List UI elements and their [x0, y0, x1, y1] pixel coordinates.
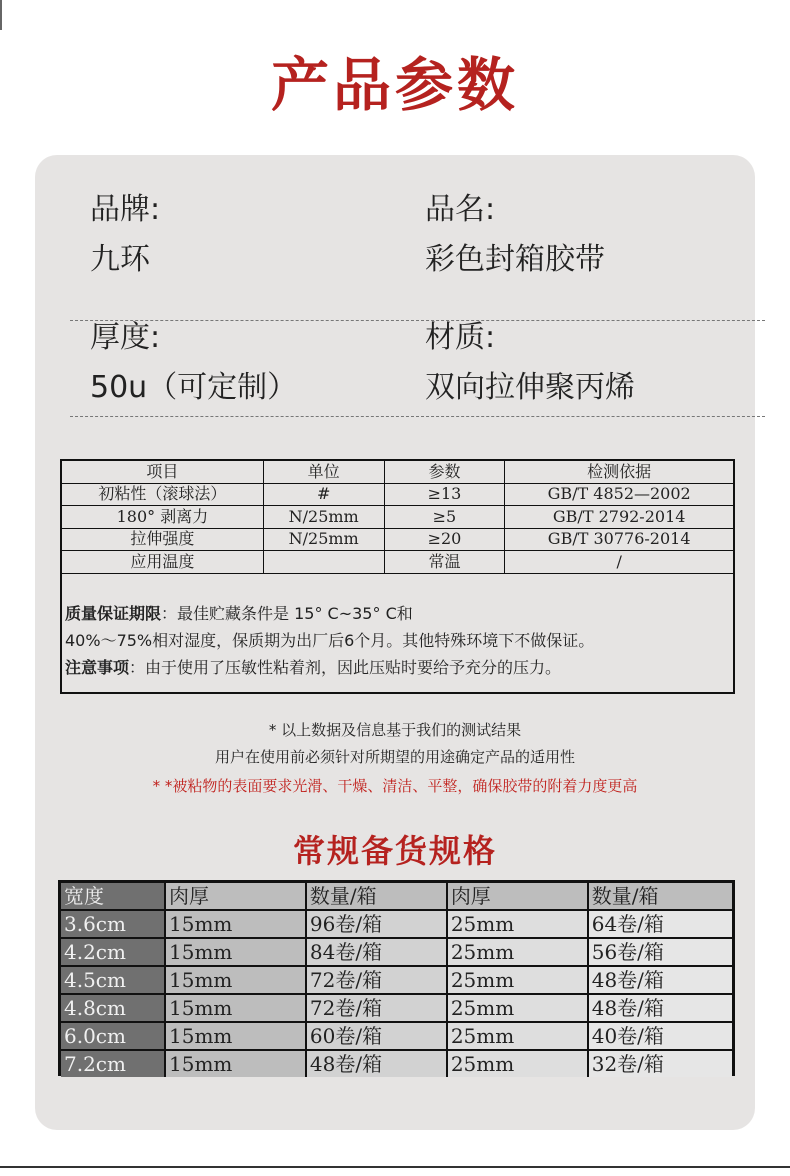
stock-row	[61, 1022, 732, 1050]
spec-row	[62, 483, 733, 506]
stock-cell: 48卷/箱	[306, 1050, 447, 1077]
stock-cell: 56卷/箱	[588, 938, 732, 966]
notice-line-1: * 以上数据及信息基于我们的测试结果	[268, 721, 522, 739]
stock-cell: 15mm	[165, 1050, 306, 1077]
param-thickness	[90, 318, 297, 408]
spec-cell: 180° 剥离力	[62, 506, 263, 529]
quality-text-1: ：最佳贮藏条件是 15° C~35° C和	[161, 604, 413, 623]
spec-cell: GB/T 4852—2002	[505, 483, 733, 506]
spec-cell: #	[263, 483, 384, 506]
stock-cell: 15mm	[165, 966, 306, 994]
stock-width-cell: 6.0cm	[61, 1022, 165, 1050]
spec-cell: ≥13	[384, 483, 505, 506]
stock-cell: 72卷/箱	[306, 966, 447, 994]
stock-header-cell: 肉厚	[447, 883, 588, 910]
spec-cell: 拉伸强度	[62, 528, 263, 551]
param-product-name	[425, 190, 605, 280]
thickness-label: 厚度:	[90, 320, 161, 355]
caution-label: 注意事项	[65, 658, 130, 677]
stock-cell: 72卷/箱	[306, 994, 447, 1022]
spec-grid	[62, 461, 733, 574]
stock-cell: 40卷/箱	[588, 1022, 732, 1050]
stock-width-cell: 4.5cm	[61, 966, 165, 994]
spec-cell: GB/T 30776-2014	[505, 528, 733, 551]
notice-line-2: 用户在使用前必须针对所期望的用途确定产品的适用性	[214, 748, 575, 766]
corner-mark	[0, 0, 2, 30]
material-value: 双向拉伸聚丙烯	[425, 370, 635, 405]
stock-cell: 32卷/箱	[588, 1050, 732, 1077]
spec-cell: ≥20	[384, 528, 505, 551]
stock-table	[58, 880, 735, 1076]
spec-cell	[263, 551, 384, 574]
caution-line	[65, 654, 729, 681]
spec-header-cell: 检测依据	[505, 461, 733, 483]
brand-value: 九环	[90, 242, 150, 277]
stock-cell: 96卷/箱	[306, 910, 447, 938]
stock-cell: 15mm	[165, 1022, 306, 1050]
stock-cell: 64卷/箱	[588, 910, 732, 938]
stock-cell: 48卷/箱	[588, 966, 732, 994]
stock-header-cell: 肉厚	[165, 883, 306, 910]
spec-cell: ≥5	[384, 506, 505, 529]
spec-header-cell: 单位	[263, 461, 384, 483]
stock-header-cell: 数量/箱	[306, 883, 447, 910]
stock-cell: 15mm	[165, 994, 306, 1022]
spec-cell: N/25mm	[263, 506, 384, 529]
stock-row	[61, 1050, 732, 1077]
spec-row	[62, 506, 733, 529]
spec-cell: GB/T 2792-2014	[505, 506, 733, 529]
param-material	[425, 318, 635, 408]
stock-header-cell: 数量/箱	[588, 883, 732, 910]
stock-row	[61, 966, 732, 994]
quality-line-1	[65, 600, 729, 627]
param-row-brand-name	[70, 190, 765, 321]
spec-cell: 应用温度	[62, 551, 263, 574]
stock-cell: 25mm	[447, 994, 588, 1022]
thickness-value: 50u（可定制）	[90, 370, 298, 405]
spec-cell: 常温	[384, 551, 505, 574]
spec-row	[62, 551, 733, 574]
spec-row	[62, 528, 733, 551]
spec-cell: N/25mm	[263, 528, 384, 551]
stock-width-cell: 4.8cm	[61, 994, 165, 1022]
stock-cell: 25mm	[447, 910, 588, 938]
stock-row	[61, 910, 732, 938]
spec-cell: /	[505, 551, 733, 574]
stock-width-cell: 7.2cm	[61, 1050, 165, 1077]
stock-cell: 25mm	[447, 938, 588, 966]
stock-row	[61, 994, 732, 1022]
stock-header-row	[61, 883, 732, 910]
surface-notice: * *被粘物的表面要求光滑、干燥、清洁、平整，确保胶带的附着力度更高	[152, 777, 638, 795]
spec-card	[35, 155, 755, 1130]
stock-width-cell: 4.2cm	[61, 938, 165, 966]
quality-text-2: 40%～75%相对湿度，保质期为出厂后6个月。其他特殊环境下不做保证。	[65, 631, 595, 650]
stock-cell: 25mm	[447, 1050, 588, 1077]
product-name-label: 品名:	[425, 192, 496, 227]
stock-cell: 25mm	[447, 1022, 588, 1050]
stock-width-cell: 3.6cm	[61, 910, 165, 938]
stock-cell: 25mm	[447, 966, 588, 994]
quality-label: 质量保证期限	[65, 604, 162, 623]
product-name-value: 彩色封箱胶带	[425, 242, 605, 277]
bottom-rule	[0, 1166, 790, 1168]
spec-header-row	[62, 461, 733, 483]
test-notice	[35, 717, 755, 771]
stock-cell: 60卷/箱	[306, 1022, 447, 1050]
stock-cell: 48卷/箱	[588, 994, 732, 1022]
caution-text: ：由于使用了压敏性粘着剂，因此压贴时要给予充分的压力。	[129, 658, 562, 677]
quality-notes	[65, 600, 729, 681]
spec-header-cell: 项目	[62, 461, 263, 483]
stock-cell: 15mm	[165, 910, 306, 938]
stock-header-cell: 宽度	[61, 883, 165, 910]
spec-header-cell: 参数	[384, 461, 505, 483]
stock-row	[61, 938, 732, 966]
spec-table	[60, 459, 735, 694]
spec-cell: 初粘性（滚球法）	[62, 483, 263, 506]
brand-label: 品牌:	[90, 192, 161, 227]
param-row-thickness-material	[70, 318, 765, 417]
page-title: 产品参数	[270, 51, 519, 119]
material-label: 材质:	[425, 320, 496, 355]
stock-title: 常规备货规格	[292, 832, 497, 870]
stock-cell: 15mm	[165, 938, 306, 966]
param-brand	[90, 190, 160, 280]
stock-cell: 84卷/箱	[306, 938, 447, 966]
stock-grid	[61, 883, 732, 1077]
